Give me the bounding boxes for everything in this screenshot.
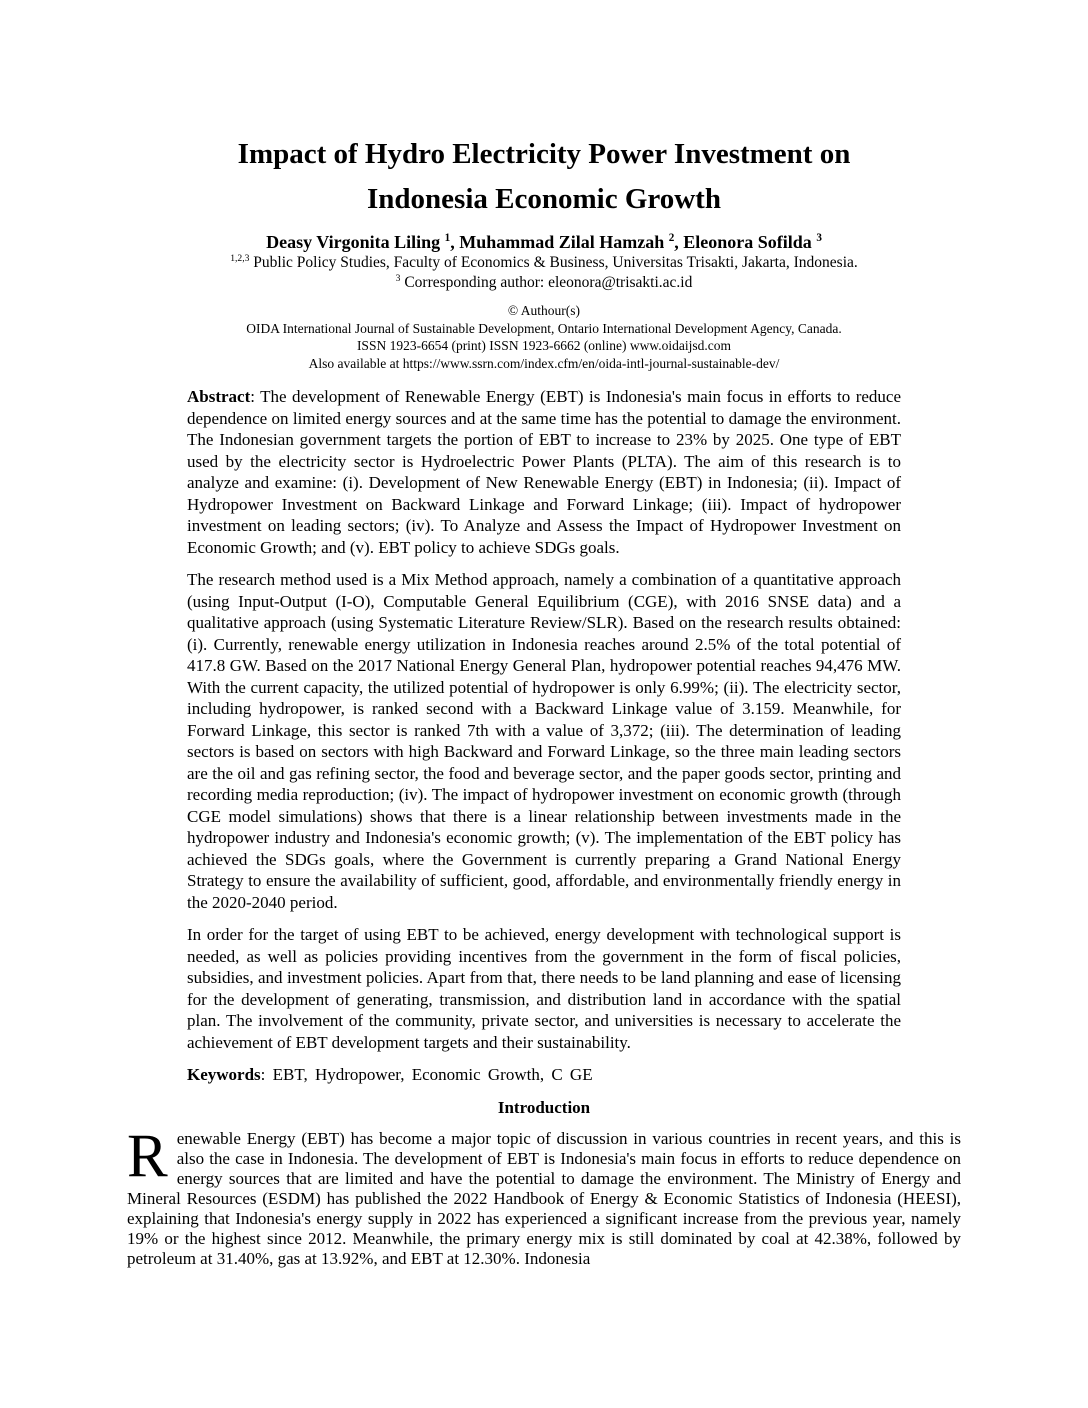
author-superscript: 3 — [816, 232, 822, 244]
abstract-paragraph-2: The research method used is a Mix Method approach, namely a combination of a quantitative approach (using Input-Output (I-O), Computable General Equilibrium (CGE), with 2016 SNSE data) and a qualitative approach (using Systematic Literature Review/SLR). Based on the research results obtained: (i). Currently, renewable energy utilization in Indonesia reaches around 2.5% of the total potential of 417.8 GW. Based on the 2017 National Energy General Plan, hydropower potential reaches 94,476 MW. With the current capacity, the utilized potential of hydropower is only 6.99%; (ii). The electricity sector, including hydropower, is ranked second with a Backward Linkage value of 3.159. Meanwhile, for Forward Linkage, this sector is ranked 7th with a value of 3,372; (iii). The determination of leading sectors is based on sectors with high Backward and Forward Linkage, so the three main leading sectors are the oil and gas refining sector, the food and beverage sector, and the paper goods sector, printing and recording media reproduction; (iv). The impact of hydropower investment on economic growth (through CGE model simulations) shows that there is a linear relationship between investments made in the hydropower industry and Indonesia's economic growth; (v). The implementation of the EBT policy has achieved the SDGs goals, where the Government is currently preparing a Grand National Energy Strategy to ensure the availability of sufficient, good, affordable, and environmentally friendly energy in the 2020-2040 period. — [187, 570, 901, 912]
corresponding-text: Corresponding author: eleonora@trisakti.ac.id — [400, 274, 693, 291]
copyright-line: © Authour(s) — [507, 303, 581, 318]
availability-line: Also available at https://www.ssrn.com/index.cfm/en/oida-intl-journal-sustainable-dev/ — [308, 355, 780, 371]
paper-title — [0, 0, 1088, 222]
author-name: , Eleonora Sofilda — [674, 232, 817, 252]
abstract-paragraph-3: In order for the target of using EBT to be achieved, energy development with technological support is needed, as well as policies providing incentives from the government in the form of fiscal policies, subsidies, and investment policies. Apart from that, there needs to be land planning and ease of licensing for the development of generating, transmission, and distribution land in accordance with the spatial plan. The involvement of the community, private sector, and universities is necessary to accelerate the achievement of EBT development targets and their sustainability. — [187, 925, 901, 1052]
abstract-paragraph-1-text: : The development of Renewable Energy (EBT) is Indonesia's main focus in efforts to reduce dependence on limited energy sources and at the same time has the potential to damage the environment. The Indonesian government targets the portion of EBT to increase to 23% by 2025. One type of EBT used by the electricity sector is Hydroelectric Power Plants (PLTA). The aim of this research is to analyze and examine: (i). Development of New Renewable Energy (EBT) in Indonesia; (ii). Impact of Hydropower Investment on Backward Linkage and Forward Linkage; (iii). Impact of hydropower investment on leading sectors; (iv). To Analyze and Assess the Impact of Hydropower Investment on Economic Growth; and (v). EBT policy to achieve SDGs goals. — [187, 387, 901, 557]
keywords-line — [187, 1064, 901, 1086]
author-superscript: 1 — [444, 232, 451, 244]
journal-name-line: OIDA International Journal of Sustainable Development, Ontario International Development Agency, Canada. — [246, 320, 842, 336]
introduction-heading: Introduction — [497, 1097, 591, 1117]
abstract-paragraph-1 — [187, 386, 901, 558]
author-name: Deasy Virgonita Liling — [266, 232, 445, 252]
keywords-label: Keywords — [187, 1065, 261, 1084]
paper-title-line2: Indonesia Economic Growth — [367, 183, 721, 215]
introduction-text: enewable Energy (EBT) has become a major topic of discussion in various countries in recent years, and this is also the case in Indonesia. The development of EBT is Indonesia's main focus in efforts to reduce dependence on energy sources that are limited and have the potential to damage the environment. The Ministry of Energy and Mineral Resources (ESDM) has published the 2022 Handbook of Energy & Economic Statistics of Indonesia (HEESI), explaining that Indonesia's energy supply in 2022 has experienced a significant increase from the previous year, namely 19% or the highest since 2012. Meanwhile, the primary energy mix is still dominated by coal at 42.38%, followed by petroleum at 31.40%, gas at 13.92%, and EBT at 12.30%. Indonesia — [127, 1128, 961, 1268]
paper-title-line1: Impact of Hydro Electricity Power Investment on — [237, 138, 851, 170]
author-name: , Muhammad Zilal Hamzah — [450, 232, 669, 252]
affiliation-line — [0, 253, 1088, 273]
corresponding-author-line — [0, 273, 1088, 293]
affiliation-superscript: 1,2,3 — [230, 252, 250, 264]
introduction-paragraph — [127, 1122, 961, 1269]
corresponding-superscript: 3 — [395, 272, 401, 284]
affiliation-block — [0, 253, 1088, 293]
author-superscript: 2 — [668, 232, 675, 244]
drop-cap: R — [127, 1122, 168, 1190]
affiliation-text: Public Policy Studies, Faculty of Economics & Business, Universitas Trisakti, Jakarta, Indonesia. — [249, 254, 858, 271]
issn-line: ISSN 1923-6654 (print) ISSN 1923-6662 (online) www.oidaijsd.com — [356, 338, 732, 353]
journal-imprint-block — [0, 302, 1088, 372]
keywords-text: : EBT, Hydropower, Economic Growth, C GE — [260, 1065, 593, 1084]
abstract-section — [187, 386, 901, 1086]
abstract-label: Abstract — [187, 387, 251, 406]
authors-line — [0, 231, 1088, 253]
